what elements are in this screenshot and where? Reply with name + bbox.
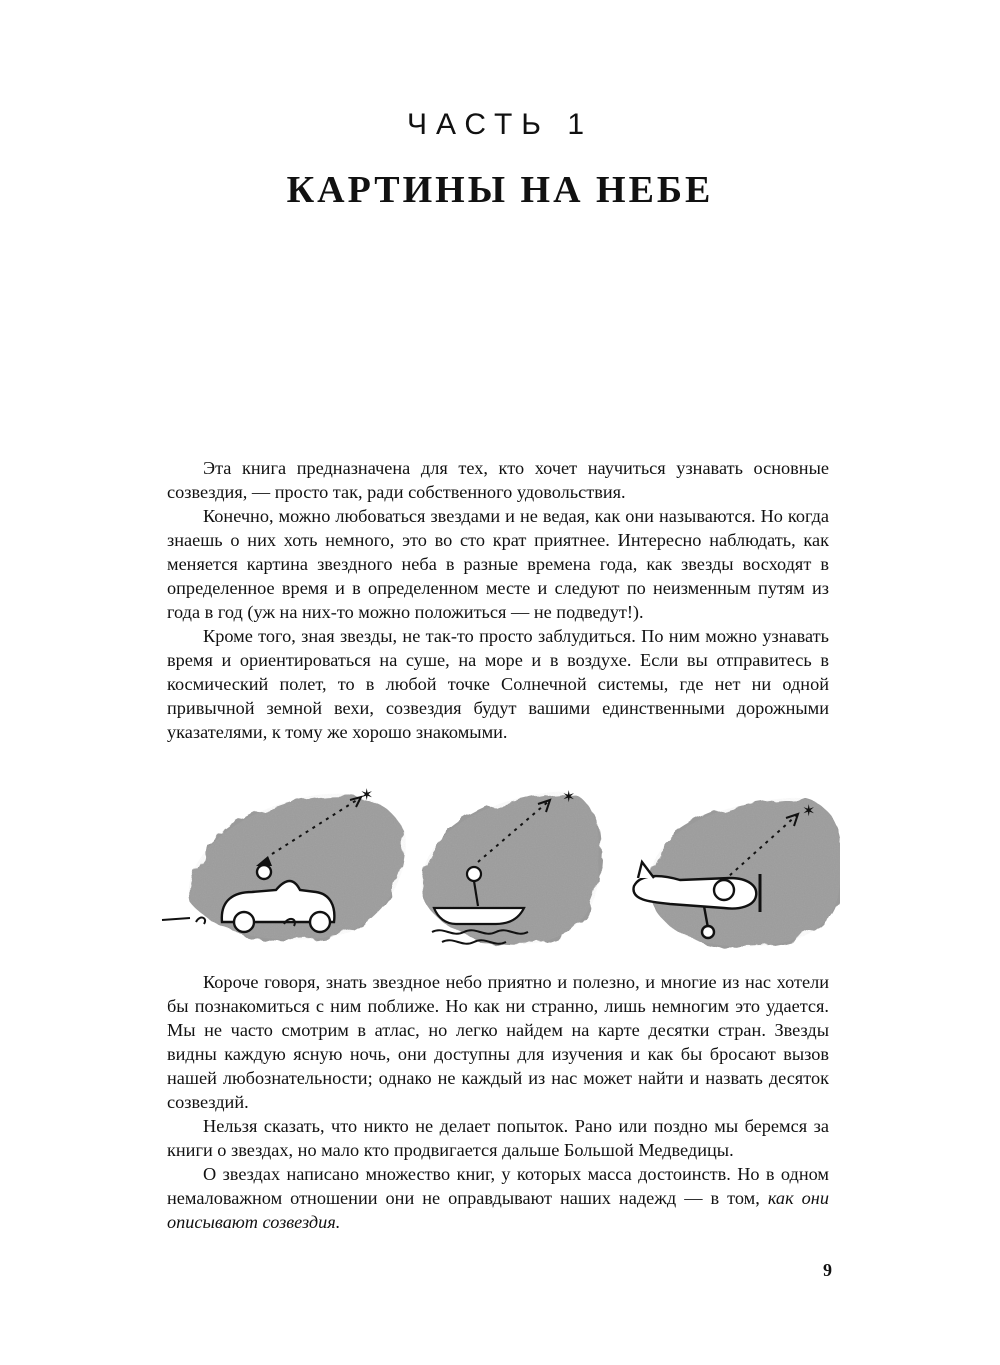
airplane-navigation-scene — [633, 798, 840, 947]
paragraph-6-text: О звездах написано множество книг, у которых масса достоинств. Но в одном немаловажном отношении они не оправдывают наших надежд — в том, — [167, 1164, 829, 1208]
paragraph-6 — [167, 1162, 829, 1234]
star-icon: ✶ — [360, 787, 374, 804]
star-icon: ✶ — [802, 803, 816, 820]
page-number: 9 — [823, 1260, 832, 1280]
paragraph-2: Конечно, можно любоваться звездами и не ведая, как они называются. Но когда знаешь о них хоть немного, это во сто крат приятнее. Интересно наблюдать, как меняется картина звездного неба в разные времена года, как звезды восходят в определенное время и в определенном месте и следуют по неизменным путям из года в год (уж на них-то можно положиться — не подведут!). — [167, 506, 829, 622]
text-block-intro — [167, 456, 829, 744]
chapter-title: КАРТИНЫ НА НЕБЕ — [286, 169, 714, 211]
part-heading: ЧАСТЬ 1 — [406, 108, 594, 141]
car-navigation-scene — [162, 787, 406, 940]
paragraph-3: Кроме того, зная звезды, не так-то просто заблудиться. По ним можно узнавать время и ориентироваться на суше, на море и в воздухе. Если вы отправитесь в космический полет, то в любой точке Солнечной системы, где нет ни одной привычной земной вехи, созвездия будут вашими единственными дорожными указателями, к тому же хорошо знакомыми. — [167, 626, 829, 742]
text-block-continuation — [167, 970, 829, 1234]
star-icon: ✶ — [562, 789, 576, 806]
boat-navigation-scene — [422, 789, 599, 944]
italic-emphasis: как они описывают созвездия. — [167, 1188, 829, 1232]
illustration-strip — [160, 782, 840, 954]
paragraph-5: Нельзя сказать, что никто не делает попыток. Рано или поздно мы беремся за книги о звездах, но мало кто продвигается дальше Большой Медведицы. — [167, 1116, 829, 1160]
paragraph-1: Эта книга предназначена для тех, кто хочет научиться узнавать основные созвездия, — просто так, ради собственного удовольствия. — [167, 458, 829, 502]
paragraph-4: Короче говоря, знать звездное небо приятно и полезно, и многие из нас хотели бы познакомиться с ним поближе. Но как ни странно, лишь немногим это удается. Мы не часто смотрим в атлас, но легко найдем на карте десятки стран. Звезды видны каждую ясную ночь, они доступны для изучения и как бы бросают вызов нашей любознательности; однако не каждый из нас может найти и назвать десяток созвездий. — [167, 972, 829, 1112]
